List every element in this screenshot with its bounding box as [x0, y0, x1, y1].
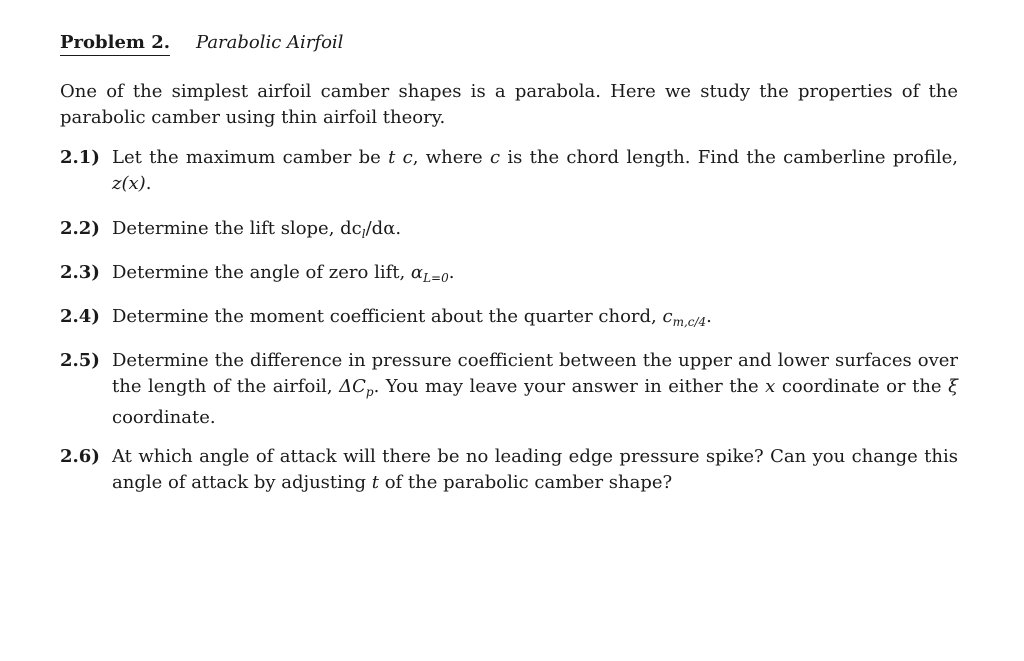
- math-run: /dα: [365, 218, 396, 239]
- math-run: t: [371, 472, 379, 493]
- question-text: [112, 260, 958, 291]
- text-run: At which angle of attack will there be no leading edge pressure spike? Can you change this angle of attack by adjusting: [112, 446, 958, 493]
- text-run: Let the maximum camber be: [112, 147, 389, 168]
- text-run: coordinate or the: [775, 376, 949, 397]
- question-number: 2.3): [60, 262, 100, 283]
- text-run: .: [706, 306, 712, 327]
- math-subscript: p: [365, 385, 374, 399]
- question-item: [60, 444, 958, 496]
- text-run: Determine the angle of zero lift,: [112, 262, 411, 283]
- text-run: is the chord length. Find the camberline profile,: [500, 147, 958, 168]
- text-run: Determine the lift slope,: [112, 218, 341, 239]
- question-number: 2.2): [60, 218, 100, 239]
- math-run: c: [489, 147, 501, 168]
- math-run: z(x): [112, 173, 146, 194]
- problem-subtitle: Parabolic Airfoil: [196, 32, 344, 53]
- question-text: [112, 304, 958, 335]
- question-text: [112, 348, 958, 431]
- question-item: [60, 260, 958, 291]
- question-number: 2.4): [60, 306, 100, 327]
- problem-heading: [60, 32, 343, 56]
- math-run: α: [410, 262, 424, 283]
- question-text: [112, 444, 958, 496]
- question-item: [60, 145, 958, 197]
- math-run: ΔC: [339, 376, 366, 397]
- text-run: of the parabolic camber shape?: [378, 472, 673, 493]
- math-subscript: m,c/4: [672, 315, 707, 329]
- math-subscript: l: [361, 227, 366, 241]
- math-run: c: [662, 306, 673, 327]
- question-item: [60, 216, 958, 247]
- text-run: . You may leave your answer in either the: [373, 376, 766, 397]
- question-text: [112, 145, 958, 197]
- question-number: 2.5): [60, 350, 100, 371]
- text-run: coordinate.: [112, 407, 216, 428]
- text-run: .: [448, 262, 455, 283]
- text-run: .: [395, 218, 402, 239]
- math-run: dc: [340, 218, 362, 239]
- intro-paragraph: One of the simplest airfoil camber shapes is a parabola. Here we study the properties of the parabolic camber using thin airfoil theory.: [60, 81, 958, 128]
- math-run: t c: [388, 147, 413, 168]
- problem-label: Problem 2.: [60, 32, 170, 56]
- math-run: ξ: [948, 376, 958, 397]
- question-item: [60, 304, 958, 335]
- question-number: 2.1): [60, 147, 100, 168]
- text-run: Determine the moment coefficient about the quarter chord,: [112, 306, 663, 327]
- question-number: 2.6): [60, 446, 100, 467]
- math-run: x: [765, 376, 776, 397]
- text-run: , where: [412, 147, 490, 168]
- question-text: [112, 216, 958, 247]
- math-subscript: L=0: [423, 271, 449, 285]
- text-run: .: [145, 173, 152, 194]
- text-run: Determine the difference in pressure coefficient between the upper and lower surfaces over the length of the airfoil,: [112, 350, 958, 397]
- question-item: [60, 348, 958, 431]
